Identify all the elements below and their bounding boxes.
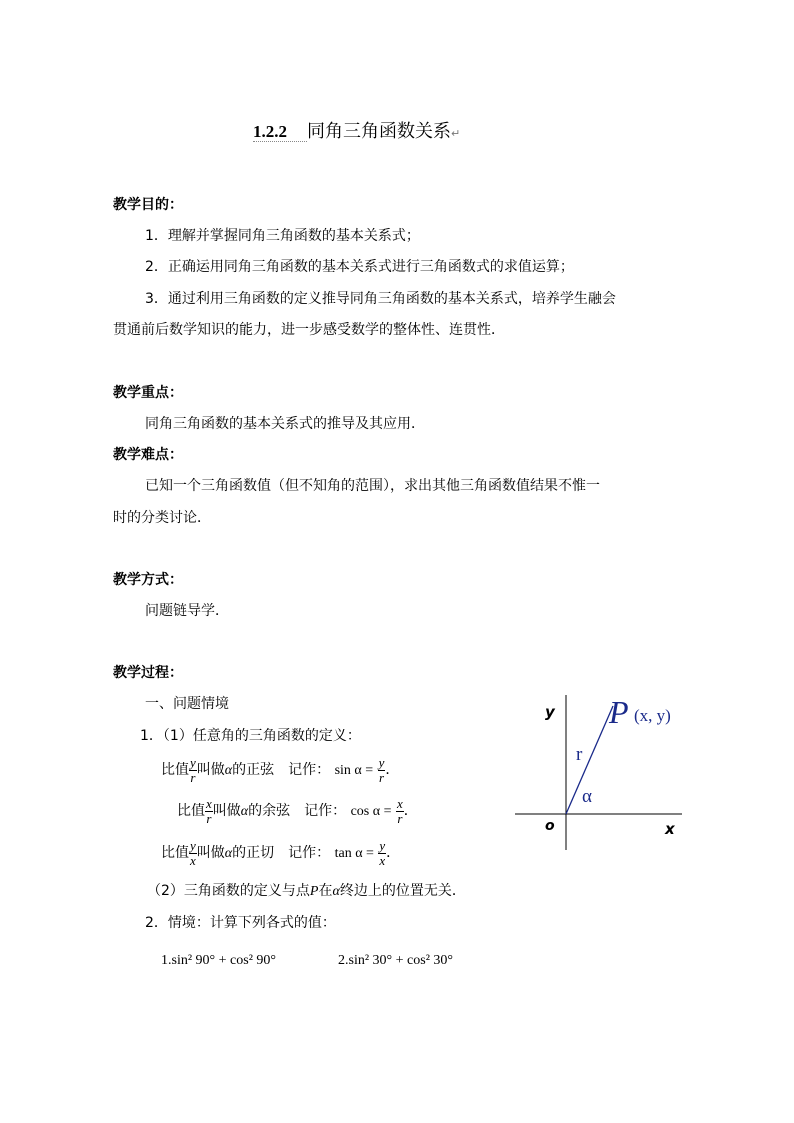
ratio-y-over-r: $\frac{y}{r}$ [190,755,196,785]
sin-fraction: $\frac{y}{r}$ [378,755,385,785]
unit-angle-diagram [510,690,685,850]
sin-formula: sin α = [334,763,374,779]
cos-fraction: $\frac{x}{r}$ [396,796,403,826]
objective-1: 1．理解并掌握同角三角函数的基本关系式； [145,228,420,244]
return-mark: ↵ [451,127,461,140]
cos-formula: cos α = [350,804,392,820]
expression-1: 1.sin² 90° + cos² 90° [161,953,276,968]
angle-alpha-label: α [582,786,592,807]
y-axis-label: y [545,703,555,721]
expression-2: 2.sin² 30° + cos² 30° [338,953,453,968]
point-p-label: P [609,694,629,730]
item-1-2: （2）三角函数的定义与点P在α终边上的位置无关． [147,883,466,899]
difficulties-line-2: 时的分类讨论． [113,510,211,526]
ratio-y-over-x: $\frac{y}{x}$ [190,838,196,868]
page-title [253,121,460,143]
key-points-text: 同角三角函数的基本关系式的推导及其应用． [145,416,425,432]
point-p-coords: (x, y) [634,706,671,725]
ratio-x-over-r: $\frac{x}{r}$ [206,796,212,826]
x-axis-label: x [665,820,675,838]
tan-fraction: $\frac{y}{x}$ [379,838,386,868]
difficulties-line-1: 已知一个三角函数值（但不知角的范围），求出其他三角函数值结果不惟一 [145,478,600,494]
difficulties-heading: 教学难点： [113,447,183,463]
item-2-context: 2．情境：计算下列各式的值： [145,915,336,931]
objective-2: 2．正确运用同角三角函数的基本关系式进行三角函数式的求值运算； [145,259,574,275]
radius-label: r [576,744,583,765]
cos-definition: 比值 $\frac{x}{r}$ 叫做α的余弦 记作： cos α = $\frac{x}{r}$ ． [177,796,418,826]
objective-3-cont: 贯通前后数学知识的能力，进一步感受数学的整体性、连贯性． [113,322,505,338]
item-1-definition: 1．（1）任意角的三角函数的定义： [140,728,361,744]
section-1-title: 一、问题情境 [145,696,229,712]
objective-3: 3．通过利用三角函数的定义推导同角三角函数的基本关系式，培养学生融会 [145,291,616,307]
objectives-heading: 教学目的： [113,197,183,213]
method-heading: 教学方式： [113,572,183,588]
title-text: 同角三角函数关系 [307,121,451,142]
process-heading: 教学过程： [113,665,183,681]
tan-definition: 比值 $\frac{y}{x}$ 叫做α的正切 记作： tan α = $\frac{y}{x}$ ． [161,838,401,868]
sin-definition: 比值 $\frac{y}{r}$ 叫做α的正弦 记作： sin α = $\frac{y}{r}$ ． [161,755,400,785]
tan-formula: tan α = [334,846,374,862]
origin-label: o [545,818,555,834]
method-text: 问题链导学． [145,603,229,619]
key-points-heading: 教学重点： [113,385,183,401]
section-number: 1.2.2 [253,122,307,142]
